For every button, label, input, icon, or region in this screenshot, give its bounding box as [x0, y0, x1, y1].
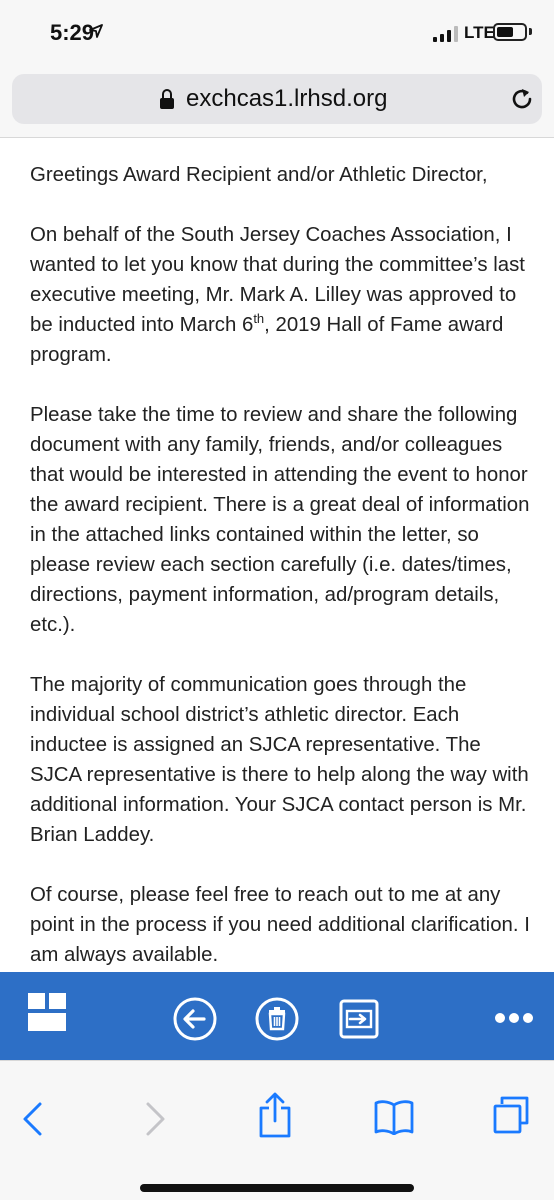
email-paragraph-3: The majority of communication goes through the individual school district’s athletic director. Each inductee is assigned an SJCA representative. The SJCA representative is there to help along the way with additional information. Your SJCA contact person is Mr. Brian Laddey. — [30, 674, 529, 846]
email-paragraph-2: Please take the time to review and share the following document with any family, friends, and/or colleagues that would be interested in attending the event to honor the award recipient. There is a great deal of information in the attached links contained within the letter, so please review each section carefully (i.e. dates/times, directions, payment information, ad/program details, etc.). — [30, 404, 530, 636]
battery-icon — [493, 23, 527, 41]
email-paragraph-4: Of course, please feel free to reach out to me at any point in the process if you need additional clarification. I am always available. — [30, 884, 530, 966]
grid-view-icon[interactable] — [28, 993, 68, 1033]
tabs-icon[interactable] — [492, 1095, 530, 1135]
network-type-label: LTE — [464, 23, 495, 42]
url-text: exchcas1.lrhsd.org — [186, 85, 388, 112]
reload-icon[interactable] — [508, 85, 536, 113]
home-indicator — [140, 1184, 414, 1192]
status-time: 5:29 — [50, 20, 95, 45]
address-bar[interactable] — [12, 74, 542, 124]
more-options-icon[interactable] — [494, 1012, 534, 1024]
email-paragraph-1-text-b: , 2019 Hall of Fame award program. — [30, 314, 504, 366]
battery-nub — [529, 28, 532, 35]
chevron-right-icon[interactable] — [144, 1101, 168, 1137]
back-arrow-circle-icon[interactable] — [172, 996, 218, 1042]
move-to-folder-circle-icon[interactable] — [336, 996, 382, 1042]
location-arrow-icon — [89, 24, 103, 38]
share-icon[interactable] — [258, 1091, 292, 1139]
browser-address-area — [0, 66, 554, 138]
bookmarks-icon[interactable] — [374, 1099, 414, 1135]
email-paragraph-1 — [30, 220, 530, 370]
lock-icon — [159, 88, 175, 110]
email-greeting: Greetings Award Recipient and/or Athletic Director, — [30, 164, 488, 186]
mail-action-toolbar — [0, 972, 554, 1060]
status-bar — [0, 0, 554, 66]
trash-circle-icon[interactable] — [254, 996, 300, 1042]
battery-level-fill — [497, 27, 513, 37]
chevron-left-icon[interactable] — [20, 1101, 44, 1137]
browser-toolbar — [0, 1060, 554, 1200]
signal-bars-icon — [433, 26, 459, 42]
email-body — [30, 160, 530, 1000]
email-paragraph-1-text-a: On behalf of the South Jersey Coaches Association, I wanted to let you know that during the committee’s last executive meeting, Mr. Mark A. Lilley was approved to be inducted into March 6 — [30, 224, 525, 336]
email-paragraph-1-superscript: th — [253, 311, 265, 327]
